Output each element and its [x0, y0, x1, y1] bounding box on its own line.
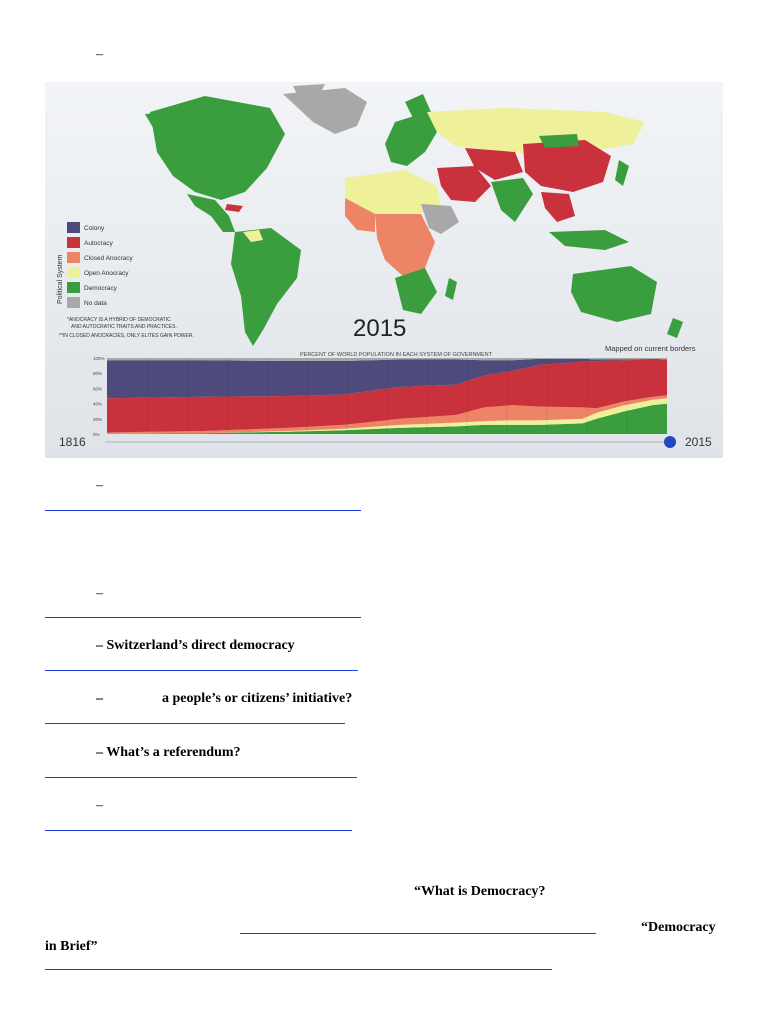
- hyperlink-underline[interactable]: [240, 933, 596, 934]
- hyperlink-underline[interactable]: [45, 510, 361, 511]
- list-dash: –: [96, 638, 103, 653]
- list-dash: –: [96, 47, 103, 62]
- legend-label: Democracy: [84, 285, 117, 292]
- chart-areas: [107, 358, 667, 434]
- democracy-map-figure: [45, 82, 723, 458]
- list-item-referendum: [96, 745, 241, 761]
- legend-swatch: [67, 267, 80, 278]
- hyperlink-underline[interactable]: [45, 723, 345, 724]
- in-brief-quote: in Brief”: [45, 939, 98, 954]
- y-tick-label: 40%: [93, 401, 103, 407]
- legend-label: No data: [84, 300, 107, 307]
- legend-label: Open Anocracy: [84, 270, 129, 277]
- hyperlink-underline[interactable]: [45, 969, 552, 970]
- swiss-democracy-text: Switzerland’s direct democracy: [106, 638, 295, 653]
- y-tick-label: 80%: [93, 371, 103, 377]
- mapped-on-borders-note: Mapped on current borders: [605, 344, 696, 353]
- legend-swatch: [67, 297, 80, 308]
- legend-swatch: [67, 252, 80, 263]
- legend-swatch: [67, 237, 80, 248]
- list-dash: –: [96, 691, 103, 706]
- list-dash: –: [96, 586, 103, 601]
- hyperlink-underline[interactable]: [45, 617, 361, 618]
- y-tick-label: 20%: [93, 416, 103, 422]
- timeline-start-label: 1816: [59, 435, 86, 449]
- democracy-quote: “Democracy: [641, 920, 716, 935]
- initiative-text: a people’s or citizens’ initiative?: [162, 691, 353, 706]
- referendum-text: What’s a referendum?: [106, 745, 241, 760]
- chart-title: PERCENT OF WORLD POPULATION IN EACH SYSTEM OF GOVERNMENT: [300, 352, 493, 358]
- what-is-democracy-quote: “What is Democracy?: [414, 884, 546, 899]
- closed-anocracy-note: **IN CLOSED ANOCRACIES, ONLY ELITES GAIN POWER.: [59, 333, 194, 339]
- legend-title: Political System: [57, 254, 64, 304]
- timeline-end-label: 2015: [685, 435, 712, 449]
- legend-label: Autocracy: [84, 240, 113, 247]
- hyperlink-underline[interactable]: [45, 670, 358, 671]
- legend-swatch: [67, 282, 80, 293]
- map-svg: [45, 82, 723, 458]
- y-tick-label: 0%: [93, 432, 100, 437]
- mongolia-shape: [539, 134, 579, 148]
- list-dash: –: [96, 745, 103, 760]
- legend-swatch: [67, 222, 80, 233]
- legend-label: Closed Anocracy: [84, 255, 133, 262]
- hyperlink-underline[interactable]: [45, 777, 357, 778]
- list-dash: –: [96, 798, 103, 813]
- y-tick-label: 100%: [93, 356, 105, 361]
- hyperlink-underline[interactable]: [45, 830, 352, 831]
- timeline-handle[interactable]: [664, 436, 676, 448]
- list-dash: –: [96, 478, 103, 493]
- anocracy-note-line1: *ANOCRACY IS A HYBRID OF DEMOCRATIC: [67, 317, 171, 323]
- list-item-swiss: [96, 638, 295, 654]
- map-year-label: 2015: [353, 315, 407, 342]
- y-tick-label: 60%: [93, 386, 103, 392]
- anocracy-note-line2: AND AUTOCRATIC TRAITS AND PRACTICES.: [71, 324, 177, 330]
- legend-label: Colony: [84, 225, 105, 232]
